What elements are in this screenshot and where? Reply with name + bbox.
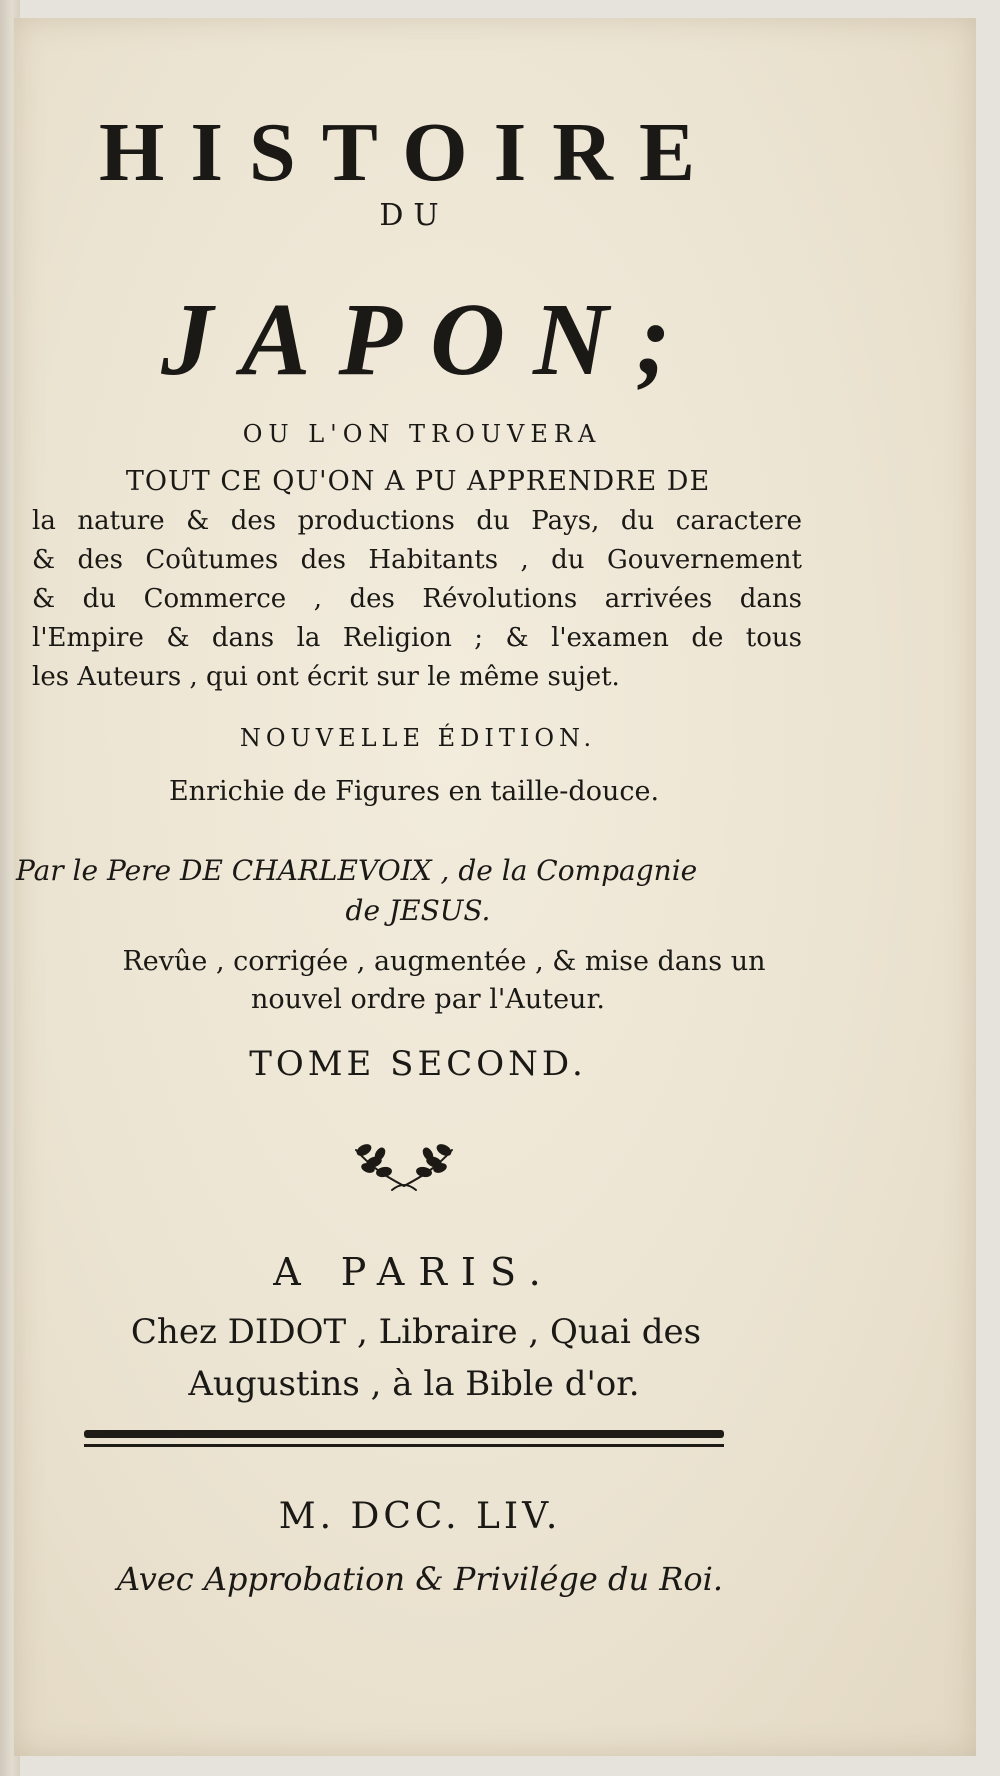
- revision-line-2: nouvel ordre par l'Auteur.: [251, 984, 605, 1015]
- title-japon: JAPON;: [161, 282, 699, 397]
- title-page: [14, 18, 976, 1756]
- description-line: les Auteurs , qui ont écrit sur le même sujet.: [32, 662, 620, 692]
- enrichie-line: Enrichie de Figures en taille-douce.: [168, 776, 660, 807]
- description-block: [32, 502, 802, 697]
- title-du: DU: [379, 198, 449, 233]
- subtitle-line-1: OU L'ON TROUVERA: [242, 420, 602, 448]
- description-line: la nature & des productions du Pays, du caractere: [32, 506, 802, 536]
- publication-date: M. DCC. LIV.: [278, 1496, 562, 1537]
- author-line-1: Par le Pere DE CHARLEVOIX , de la Compagnie: [16, 854, 698, 887]
- volume-heading: TOME SECOND.: [249, 1044, 587, 1084]
- approbation-line: Avec Approbation & Privilége du Roi.: [116, 1560, 724, 1598]
- author-line-2: de JESUS.: [345, 894, 491, 927]
- revision-line-1: Revûe , corrigée , augmentée , & mise dans un: [122, 946, 766, 977]
- fleuron-ornament-icon: [344, 1128, 464, 1198]
- description-line: l'Empire & dans la Religion ; & l'examen de tous: [32, 623, 802, 653]
- thick-rule: [84, 1430, 724, 1438]
- description-line: & des Coûtumes des Habitants , du Gouvernement: [32, 545, 802, 575]
- publisher-line-2: Augustins , à la Bible d'or.: [188, 1364, 640, 1404]
- edition-heading: NOUVELLE ÉDITION.: [239, 724, 597, 752]
- subtitle-line-2: TOUT CE QU'ON A PU APPRENDRE DE: [125, 466, 711, 497]
- publisher-line-1: Chez DIDOT , Libraire , Quai des: [130, 1312, 702, 1352]
- title-histoire: HISTOIRE: [99, 106, 721, 199]
- description-line: & du Commerce , des Révolutions arrivées dans: [32, 584, 802, 614]
- thin-rule: [84, 1444, 724, 1447]
- imprint-place: A PARIS.: [273, 1250, 555, 1294]
